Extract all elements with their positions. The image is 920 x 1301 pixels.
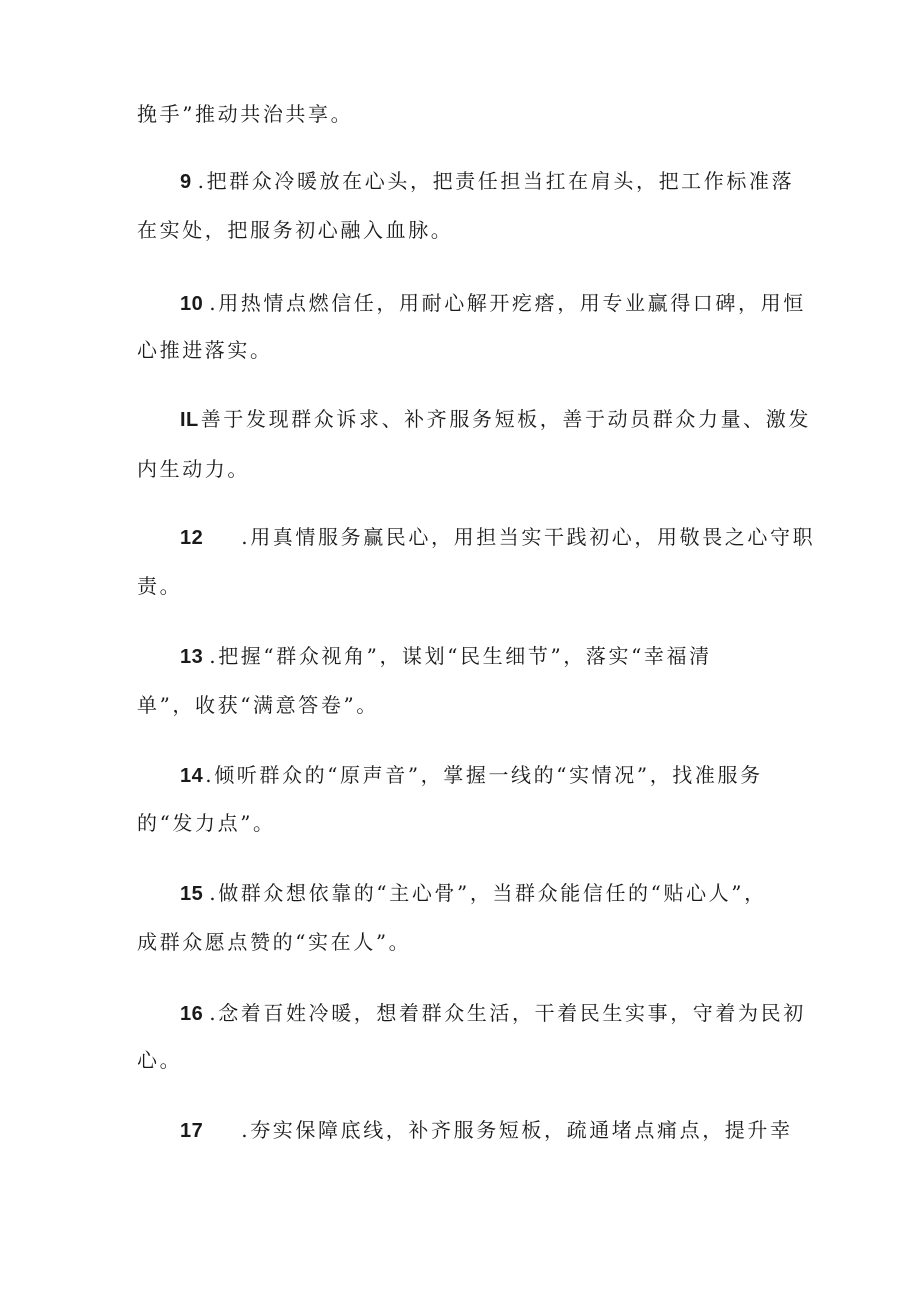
- list-item-17: 17 .夯实保障底线，补齐服务短板，疏通堵点痛点，提升幸: [180, 1118, 793, 1142]
- item-number: 13: [180, 646, 204, 668]
- item-number: 9: [180, 171, 192, 193]
- paragraph-line: 成群众愿点赞的“实在人”。: [137, 930, 412, 954]
- list-item-12: 12 .用真情服务赢民心，用担当实干践初心，用敬畏之心守职: [180, 525, 816, 549]
- paragraph-line: 在实处，把服务初心融入血脉。: [137, 218, 454, 242]
- list-item-14: 14 .倾听群众的“原声音”，掌握一线的“实情况”，找准服务: [180, 763, 763, 787]
- paragraph-line: 单”，收获“满意答卷”。: [137, 693, 379, 717]
- list-item-16: 16 .念着百姓冷暖，想着群众生活，干着民生实事，守着为民初: [180, 1001, 806, 1025]
- item-number: 12: [180, 527, 204, 549]
- list-item-13: 13 .把握“群众视角”，谋划“民生细节”，落实“幸福清: [180, 644, 712, 668]
- item-number: 10: [180, 293, 204, 315]
- item-number: 16: [180, 1003, 204, 1025]
- paragraph-line: 心推进落实。: [137, 338, 273, 362]
- paragraph-line: 责。: [137, 574, 183, 598]
- list-item-9: 9 .把群众冷暖放在心头，把责任担当扛在肩头，把工作标准落: [180, 169, 795, 193]
- list-item-11: IL 善于发现群众诉求、补齐服务短板，善于动员群众力量、激发: [180, 407, 811, 431]
- paragraph-line: 的“发力点”。: [137, 811, 276, 835]
- item-number: 15: [180, 883, 204, 905]
- item-number: 17: [180, 1120, 204, 1142]
- item-number: 14: [180, 765, 204, 787]
- paragraph-line: 心。: [137, 1048, 183, 1072]
- paragraph-line: 挽手”推动共治共享。: [137, 102, 354, 126]
- paragraph-line: 内生动力。: [137, 457, 250, 481]
- list-item-10: 10 .用热情点燃信任，用耐心解开疙瘩，用专业赢得口碑，用恒: [180, 291, 806, 315]
- list-item-15: 15 .做群众想依靠的“主心骨”，当群众能信任的“贴心人”，: [180, 881, 767, 905]
- item-number: IL: [180, 409, 199, 431]
